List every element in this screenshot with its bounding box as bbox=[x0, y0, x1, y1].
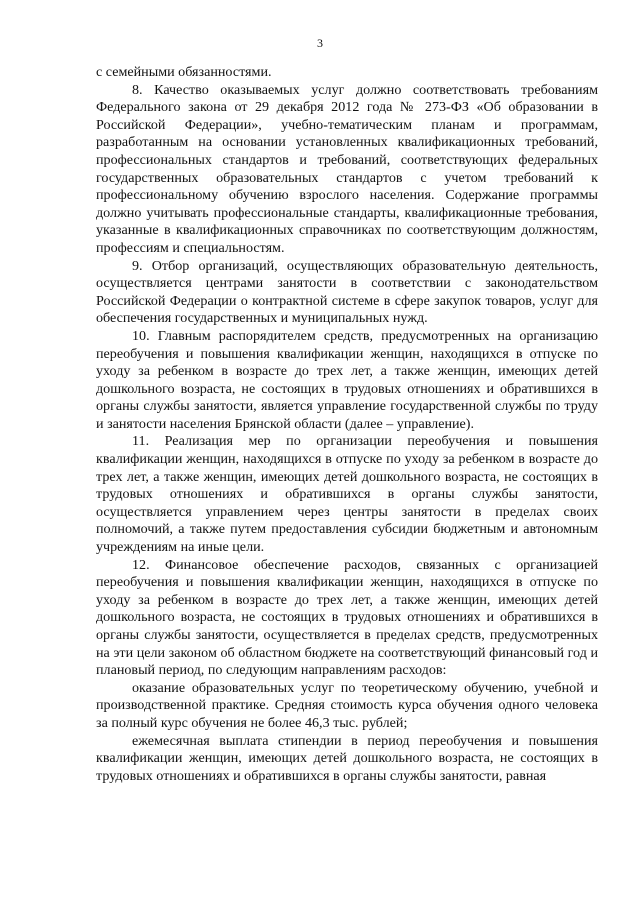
paragraph-12-item-stipend: ежемесячная выплата стипендии в период переобучения и повышения квалификации женщин, имеющих детей дошкольного возраста, не состоящих в трудовых отношениях и обратившихся в органы службы занятости, равная bbox=[96, 732, 598, 784]
paragraph-9: 9. Отбор организаций, осуществляющих образовательную деятельность, осуществляется центрами занятости в соответствии с законодательством Российской Федерации о контрактной системе в сфере закупок товаров, услуг для обеспечения государственных и муниципальных нужд. bbox=[96, 257, 598, 327]
paragraph-10: 10. Главным распорядителем средств, предусмотренных на организацию переобучения и повышения квалификации женщин, находящихся в отпуске по уходу за ребенком в возрасте до трех лет, а также женщин, имеющих детей дошкольного возраста, не состоящих в трудовых отношениях и обратившихся в органы службы занятости, является управление государственной службы по труду и занятости населения Брянской области (далее – управление). bbox=[96, 327, 598, 432]
document-body bbox=[96, 64, 598, 785]
paragraph-continuation: с семейными обязанностями. bbox=[96, 64, 272, 80]
paragraph-8: 8. Качество оказываемых услуг должно соответствовать требованиям Федерального закона от 29 декабря 2012 года № 273-ФЗ «Об образовании в Российской Федерации», учебно-тематическим планам и программам, разработанным на основании установленных квалификационных требований, профессиональных стандартов и требований, соответствующих федеральных государственных образовательных стандартов с учетом требований к профессиональному обучению взрослого населения. Содержание программы должно учитывать профессиональные стандарты, квалификационные требования, указанные в квалификационных справочниках по соответствующим должностям, профессиям и специальностям. bbox=[96, 81, 598, 256]
paragraph-12: 12. Финансовое обеспечение расходов, связанных с организацией переобучения и повышения квалификации женщин, находящихся в отпуске по уходу за ребенком в возрасте до трех лет, а также женщин, имеющих детей дошкольного возраста, не состоящих в трудовых отношениях и обратившихся в органы службы занятости, осуществляется в пределах средств, предусмотренных на эти цели законом об областном бюджете на соответствующий финансовый год и плановый период, по следующим направлениям расходов: bbox=[96, 556, 598, 679]
paragraph-11: 11. Реализация мер по организации переобучения и повышения квалификации женщин, находящихся в отпуске по уходу за ребенком в возрасте до трех лет, а также женщин, имеющих детей дошкольного возраста, не состоящих в трудовых отношениях и обратившихся в органы службы занятости, осуществляется управлением через центры занятости в пределах своих полномочий, а также путем предоставления субсидии бюджетным и автономным учреждениям на иные цели. bbox=[96, 433, 598, 556]
paragraph-12-item-education-services: оказание образовательных услуг по теоретическому обучению, учебной и производственной практике. Средняя стоимость курса обучения одного человека за полный курс обучения не более 46,3 тыс. рублей; bbox=[96, 679, 598, 731]
page-number: 3 bbox=[317, 36, 323, 50]
